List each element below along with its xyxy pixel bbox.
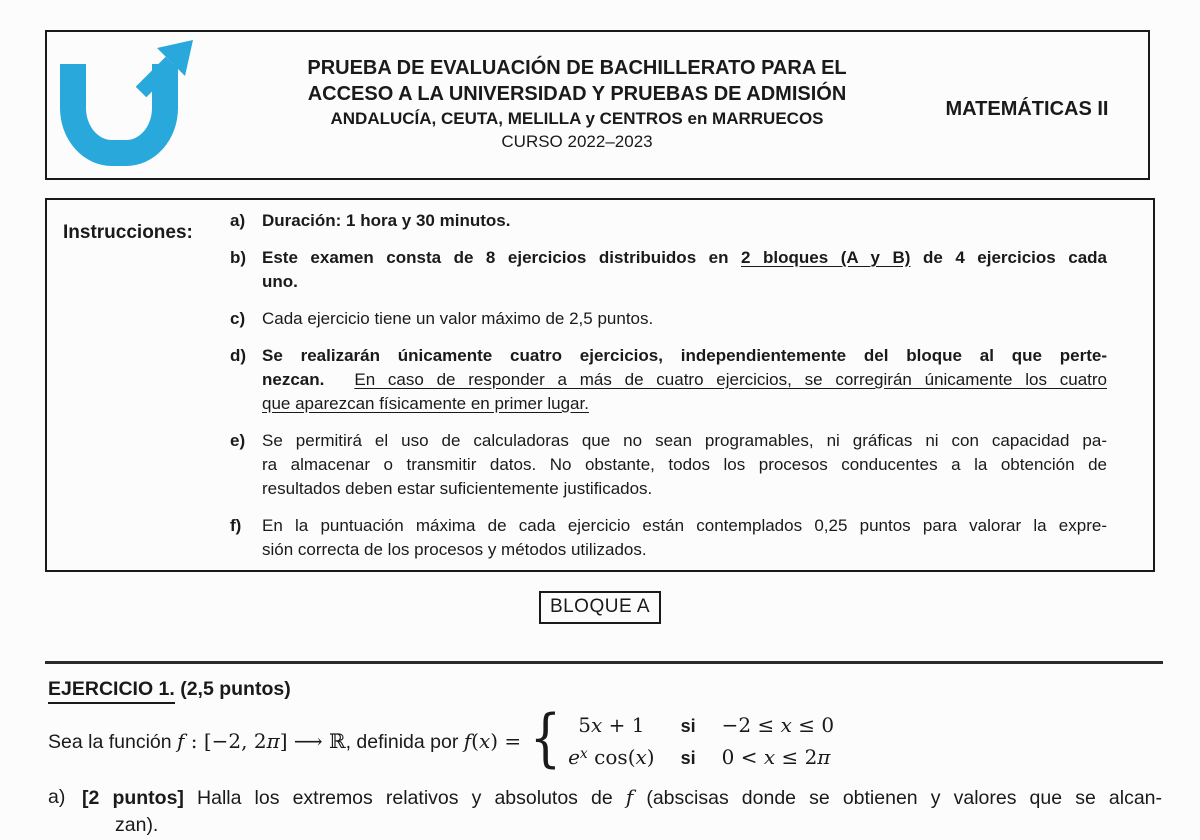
title-line-1: PRUEBA DE EVALUACIÓN DE BACHILLERATO PARA EL [307,57,847,79]
instruction-item-e [230,429,1107,501]
function-definition [48,701,1158,776]
piecewise-si-label: si [680,716,696,736]
piecewise-table [568,712,834,771]
piecewise-si-label: si [680,748,696,768]
exercise-heading [48,678,291,704]
instructions-label: Instrucciones: [63,222,193,243]
instruction-item-text [262,246,1107,294]
instruction-line: Este examen consta de 8 ejercicios distribuidos en 2 bloques (A y B) de 4 ejercicios cada [262,248,1107,267]
piecewise-expression: $e^x$ cos(x) [568,745,655,769]
instruction-item-c [230,307,1107,331]
university-logo [47,32,247,177]
title-line-4: CURSO 2022–2023 [501,132,653,151]
instruction-item-text [262,514,1107,562]
instruction-item-label: b) [230,248,247,267]
instruction-line: ra almacenar o transmitir datos. No obstante, todos los procesos conducentes a la obtención de [262,455,1107,474]
title-line-2: ACCESO A LA UNIVERSIDAD Y PRUEBAS DE ADMISIÓN [307,83,847,105]
instruction-item-label: a) [230,211,246,230]
bloque-a-label: BLOQUE A [549,596,651,617]
instruction-line: uno. [262,272,298,291]
instruction-line: Se realizarán únicamente cuatro ejercicios, independientemente del bloque al que perte- [262,346,1107,365]
question-a-line-1: [2 puntos] Halla los extremos relativos y absolutos de f (abscisas donde se obtienen y valores que se alcan- [82,785,1163,809]
instruction-line: Cada ejercicio tiene un valor máximo de 2,5 puntos. [262,309,654,328]
subject-title: MATEMÁTICAS II [945,98,1109,120]
instruction-item-label: d) [230,346,247,365]
question-a [48,784,1162,839]
exercise-points: (2,5 puntos) [174,678,291,700]
instruction-item-text [262,429,1107,501]
exam-title [237,55,917,153]
piecewise-brace-glyph: { [529,701,562,776]
instruction-line: nezcan. En caso de responder a más de cuatro ejercicios, se corregirán únicamente los cuatro [262,370,1107,389]
bloque-a-box [539,591,661,624]
instruction-item-a [230,209,1107,233]
instruction-line: que aparezcan físicamente en primer lugar. [262,394,589,413]
instruction-item-text [262,344,1107,416]
instruction-line: En la puntuación máxima de cada ejercicio están contemplados 0,25 puntos para valorar la expre- [262,516,1107,535]
instruction-line: Duración: 1 hora y 30 minutos. [262,211,511,230]
title-line-3: ANDALUCÍA, CEUTA, MELILLA y CENTROS en MARRUECOS [330,109,824,128]
instruction-line: Se permitirá el uso de calculadoras que no sean programables, ni gráficas ni con capacidad pa- [262,431,1107,450]
header-box [45,30,1150,180]
question-a-line-2: zan). [115,814,159,836]
instruction-item-text [262,209,1107,233]
instructions-list [230,209,1107,562]
exercise-title: EJERCICIO 1. [48,678,175,704]
section-divider [45,661,1163,664]
question-a-label: a) [48,786,66,808]
instruction-item-label: f) [230,516,242,535]
logo-arrow-icon [131,34,197,104]
instruction-item-d [230,344,1107,416]
instruction-item-label: e) [230,431,246,450]
bloque-row [45,591,1155,624]
instruction-item-label: c) [230,309,246,328]
piecewise-condition: −2 ≤ x ≤ 0 [721,713,835,737]
piecewise-expression: 5x + 1 [578,713,645,737]
instruction-line: sión correcta de los procesos y métodos utilizados. [262,540,647,559]
instruction-item-b [230,246,1107,294]
function-intro: Sea la función f : [−2, 2π] ⟶ ℝ, definida por f(x) = [48,729,522,753]
instructions-box [45,198,1155,572]
instruction-line: resultados deben estar suficientemente justificados. [262,479,653,498]
instruction-item-f [230,514,1107,562]
instruction-item-text [262,307,1107,331]
piecewise-condition: 0 < x ≤ 2π [721,745,831,769]
